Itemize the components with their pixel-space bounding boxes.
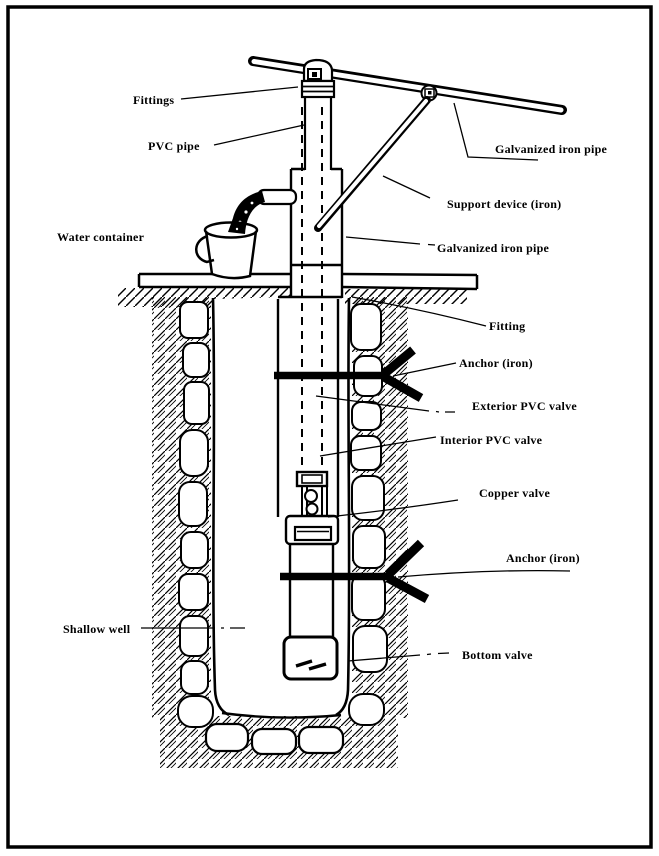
leader-fittings [181,87,298,99]
label-water-container: Water container [57,230,145,244]
riser-pipe [278,297,342,638]
pump-head [302,60,334,97]
label-copper-valve: Copper valve [479,486,551,500]
label-galvanized-mid: Galvanized iron pipe [437,241,550,255]
leader-support-device [383,176,430,198]
label-bottom-valve: Bottom valve [462,648,533,662]
well-bottom-rocks [206,724,343,754]
handle-lever [253,61,562,110]
fitting-collar [302,81,334,97]
label-interior-valve: Interior PVC valve [440,433,543,447]
water-stream [228,191,265,234]
label-anchor-upper: Anchor (iron) [459,356,533,370]
label-galvanized-top: Galvanized iron pipe [495,142,608,156]
label-pvc-pipe: PVC pipe [148,139,200,153]
leader-pvc-pipe [214,125,304,145]
label-anchor-lower: Anchor (iron) [506,551,580,565]
pvc-pipe-upper [305,97,331,170]
leader-galvanized-mid [346,237,435,245]
label-support-device: Support device (iron) [447,197,562,211]
label-exterior-valve: Exterior PVC valve [472,399,577,413]
label-shallow-well: Shallow well [63,622,131,636]
casing-pipe [291,169,342,298]
bottom-valve-box [284,637,337,679]
leader-anchor-lower [398,571,570,577]
support-strut [318,100,427,228]
label-fitting: Fitting [489,319,526,333]
platform-slab [139,274,477,289]
label-fittings: Fittings [133,93,175,107]
copper-valve-assembly [286,472,338,544]
